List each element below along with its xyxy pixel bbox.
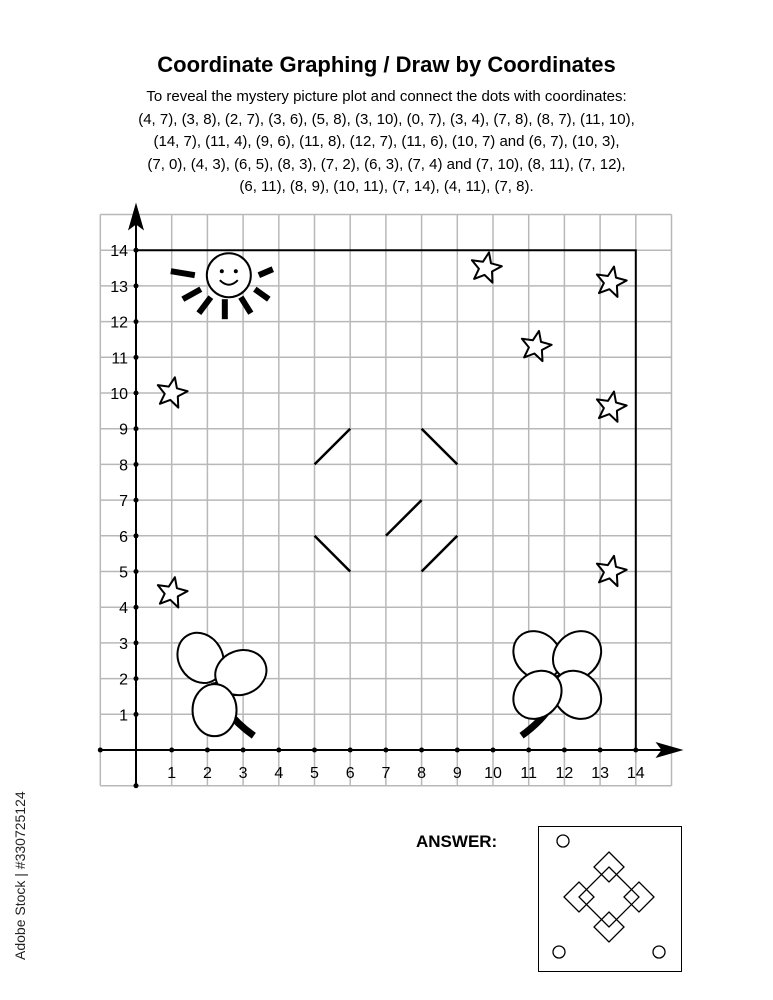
x-tick-label: 12 [555,765,574,782]
sun-eye [220,269,224,273]
y-tick-label: 7 [119,493,128,511]
x-tick-label: 7 [381,765,391,782]
x-tick-label: 11 [520,765,538,782]
sun-eye [234,269,238,273]
sun-ray [255,289,269,299]
x-tick-dot [241,748,246,753]
y-tick-dot [134,605,139,610]
star-icon [158,577,188,607]
sun-ray [171,271,195,275]
sun-ray [183,289,201,299]
y-tick-dot [134,462,139,467]
x-tick-label: 14 [626,765,645,782]
y-tick-dot [134,533,139,538]
x-tick-label: 4 [274,765,284,782]
y-tick-dot [134,498,139,503]
worksheet-title: Coordinate Graphing / Draw by Coordinates [157,52,616,77]
y-tick-label: 5 [119,564,128,582]
y-tick-dot [134,783,139,788]
x-tick-dot [633,748,638,753]
clover-leaf [193,684,237,736]
sun-ray [241,297,251,313]
y-tick-label: 11 [111,350,128,368]
x-tick-dot [98,748,103,753]
instruction-line: (7, 0), (4, 3), (6, 5), (8, 3), (7, 2), (6, 3), (7, 4) and (7, 10), (8, 11), (7, 12), [147,155,626,173]
y-tick-label: 6 [119,528,128,546]
y-tick-dot [134,248,139,253]
y-tick-label: 13 [110,278,128,296]
x-tick-label: 8 [417,765,427,782]
sun-icon [557,835,569,847]
answer-picture [539,827,680,970]
x-tick-label: 3 [238,765,248,782]
x-tick-label: 1 [167,765,177,782]
y-tick-dot [134,426,139,431]
x-tick-dot [169,748,174,753]
x-tick-dot [419,748,424,753]
y-tick-dot [134,355,139,360]
star-icon [597,392,627,422]
star-icon [472,252,502,282]
x-tick-label: 9 [452,765,462,782]
y-tick-dot [134,319,139,324]
sun-ray [199,297,211,313]
answer-label: ANSWER: [416,832,498,851]
x-tick-label: 5 [310,765,319,782]
given-segment [386,500,422,536]
y-tick-dot [134,712,139,717]
given-segment [315,536,351,572]
y-tick-label: 14 [110,243,128,261]
y-tick-label: 9 [119,421,128,439]
x-tick-dot [276,748,281,753]
y-tick-dot [134,676,139,681]
instruction-line: (14, 7), (11, 4), (9, 6), (11, 8), (12, 7), (11, 6), (10, 7) and (6, 7), (10, 3), [153,133,620,150]
y-tick-label: 2 [119,671,128,689]
clover-icon [653,946,665,958]
knot-shape [579,867,639,927]
sun-icon [207,253,251,297]
x-tick-dot [491,748,496,753]
x-tick-label: 2 [202,765,212,782]
x-tick-dot [348,748,353,753]
x-tick-dot [526,748,531,753]
y-tick-label: 3 [119,635,128,653]
y-tick-label: 4 [119,600,128,618]
instruction-line: To reveal the mystery picture plot and connect the dots with coordinates: [146,88,627,105]
x-tick-dot [383,748,388,753]
answer-thumbnail [538,826,682,972]
sun-ray [259,269,273,275]
instruction-line: (4, 7), (3, 8), (2, 7), (3, 6), (5, 8), (3, 10), (0, 7), (3, 4), (7, 8), (8, 7), (11, 10), [138,110,635,128]
instruction-line: (6, 11), (8, 9), (10, 11), (7, 14), (4, 11), (7, 8). [239,178,534,195]
y-tick-dot [134,640,139,645]
x-tick-label: 13 [591,765,609,782]
given-segment [422,536,458,572]
given-segment [422,429,458,465]
watermark: Adobe Stock | #330725124 [12,791,28,960]
y-tick-dot [134,391,139,396]
given-segment [315,429,351,465]
x-tick-dot [312,748,317,753]
y-tick-dot [134,569,139,574]
y-tick-dot [134,283,139,288]
y-tick-label: 12 [110,314,128,332]
x-tick-dot [598,748,603,753]
y-tick-label: 8 [119,457,128,475]
x-tick-label: 10 [484,765,502,782]
clover-icon [553,946,565,958]
star-icon [597,267,627,297]
y-tick-label: 10 [110,386,128,403]
x-tick-label: 6 [345,765,355,782]
x-tick-dot [562,748,567,753]
x-tick-dot [205,748,210,753]
y-tick-label: 1 [119,707,128,725]
x-tick-dot [455,748,460,753]
